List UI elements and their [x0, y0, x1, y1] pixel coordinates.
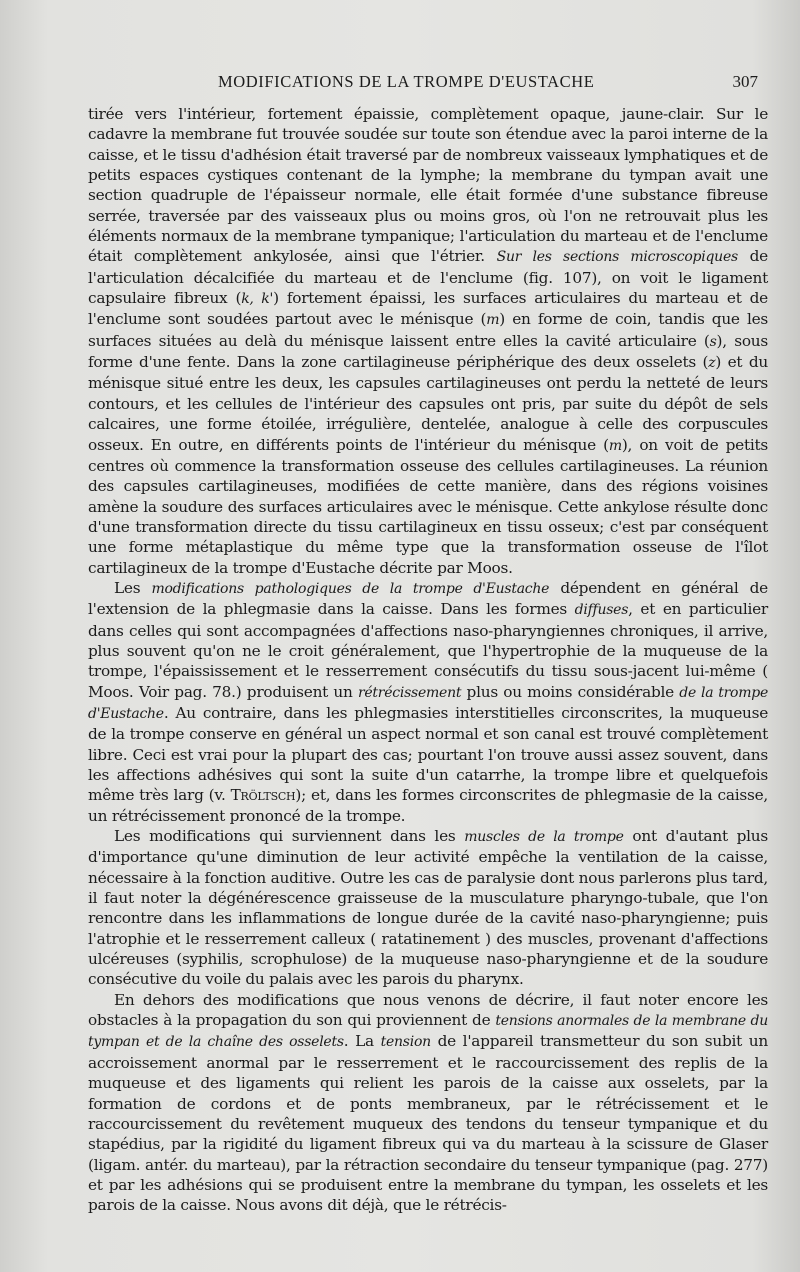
- text-run: ) et du ménisque situé entre les deux, les capsules cartilagineuses ont perdu la netteté de leurs contours, et les cellules de l'intérieur des capsules ont pris, par suite du dépôt de sels calcaires, une forme étoilée, irrégulière, dentelée, analogue à celle des corpuscules osseux. En outre, en différents points de l'intérieur du ménisque (: [88, 353, 768, 454]
- text-run: ), on voit de petits centres où commence la transformation osseuse des cellules cartilagineuses. La réunion des capsules cartilagineuses, modifiées de cette manière, dans des régions voisines amène la soudure des surfaces articulaires avec le ménisque. Cette ankylose résulte donc d'une transformation directe du tissu cartilagineux en tissu osseux; c'est par conséquent une forme métaplastique du même type que la transformation osseuse de l'îlot cartilagineux de la trompe d'Eustache décrite par Moos.: [88, 435, 768, 577]
- italic-run: rétrécissement: [357, 684, 462, 701]
- text-run: ), sous forme d'une fente. Dans la zone cartilagineuse périphérique des deux osselets (: [88, 331, 768, 372]
- italic-run: k, k': [241, 291, 274, 308]
- text-run: dépendent en général de l'extension de la phlegmasie dans la caisse. Dans les formes: [88, 578, 768, 619]
- italic-run: diffuses: [574, 602, 629, 619]
- italic-run: muscles de la trompe: [464, 829, 624, 846]
- body-text: [88, 104, 768, 1216]
- paragraph: [88, 826, 768, 990]
- text-run: , et en particulier dans celles qui sont accompagnées d'affections naso-pharyngiennes chroniques, il arrive, plus souvent qu'on ne le croit généralement, que l'hypertrophie de la muqueuse de la trompe, l'épaississement et le resserrement consécutifs du tissu sous-jacent lui-même ( Moos. Voir pag. 78.) produisent un: [88, 600, 768, 701]
- text-run: de l'articulation décalcifiée du marteau et de l'enclume (fig. 107), on voit le ligament capsulaire fibreux (: [88, 247, 768, 308]
- text-run: ) fortement épaissi, les surfaces articulaires du marteau et de l'enclume sont soudées partout avec le ménisque (: [88, 289, 768, 329]
- small-caps-run: Tröltsch: [230, 786, 296, 805]
- text-run: tirée vers l'intérieur, fortement épaissie, complètement opaque, jaune-clair. Sur le cadavre la membrane fut trouvée soudée sur toute son étendue avec la paroi interne de la caisse, et le tissu d'adhésion était traversé par de nombreux vaisseaux lymphatiques et de petits espaces cystiques contenant de la lymphe; la membrane du tympan avait une section quadruple de l'épaisseur normale, elle était formée d'une substance fibreuse serrée, traversée par des vaisseaux plus ou moins gros, où l'on ne retrouvait plus les éléments normaux de la membrane tympanique; l'articulation du marteau et de l'enclume était complètement ankylosée, ainsi que l'étrier.: [88, 105, 768, 266]
- text-run: Les modifications qui surviennent dans les: [114, 827, 465, 846]
- italic-run: m: [486, 312, 500, 329]
- paragraph: [88, 990, 768, 1216]
- italic-run: z: [708, 355, 716, 372]
- italic-run: m: [608, 437, 622, 454]
- page-number: 307: [732, 72, 758, 91]
- italic-run: modifications pathologiques de la trompe d'Eustache: [151, 580, 550, 597]
- page-header: [88, 72, 758, 94]
- italic-run: de la trompe d'Eustache: [88, 684, 768, 722]
- text-run: de l'appareil transmetteur du son subit un accroissement anormal par le resserrement et le raccourcissement des replis de la muqueuse et des ligaments qui relient les parois de la caisse aux osselets, par la formation de cordons et de ponts membraneux, par le rétrécissement et le raccourcissement du revêtement muqueux des tendons du tenseur tympanique et du stapédius, par la rigidité du ligament fibreux qui va du marteau à la scissure de Glaser (ligam. antér. du marteau), par la rétraction secondaire du tenseur tympanique (pag. 277) et par les adhésions qui se produisent entre la membrane du tympan, les osselets et les parois de la caisse. Nous avons dit déjà, que le rétrécis-: [88, 1032, 768, 1215]
- text-run: ); et, dans les formes circonscrites de phlegmasie de la caisse, un rétrécissement prononcé de la trompe.: [88, 786, 768, 825]
- paragraph: [88, 578, 768, 826]
- text-run: ) en forme de coin, tandis que les surfaces situées au delà du ménisque laissent entre elles la cavité articulaire (: [88, 310, 768, 350]
- text-run: . Au contraire, dans les phlegmasies interstitielles circonscrites, la muqueuse de la trompe conserve en général un aspect normal et son canal est trouvé complètement libre. Ceci est vrai pour la plupart des cas; pourtant l'on trouve aussi assez souvent, dans les affections adhésives qui sont la suite d'un catarrhe, la trompe libre et quelquefois même très larg (v.: [88, 703, 768, 805]
- paragraph: [88, 104, 768, 578]
- text-run: . La: [343, 1032, 381, 1051]
- text-run: plus ou moins considérable: [461, 682, 680, 701]
- italic-run: Sur les sections microscopiques: [496, 249, 738, 266]
- text-run: En dehors des modifications que nous venons de décrire, il faut noter encore les obstacles à la propagation du son qui proviennent de: [88, 990, 768, 1030]
- italic-run: tension: [380, 1034, 431, 1051]
- text-run: Les: [114, 578, 152, 597]
- running-title: MODIFICATIONS DE LA TROMPE D'EUSTACHE: [218, 72, 595, 91]
- italic-run: tensions anormales de la membrane du tympan et de la chaîne des osselets: [88, 1013, 768, 1051]
- italic-run: s: [709, 333, 717, 350]
- text-run: ont d'autant plus d'importance qu'une diminution de leur activité empêche la ventilation de la caisse, nécessaire à la fonction auditive. Outre les cas de paralysie dont nous parlerons plus tard, il faut noter la dégénérescence graisseuse de la musculature pharyngo-tubale, que l'on rencontre dans les inflammations de longue durée de la cavité naso-pharyngienne; puis l'atrophie et le resserrement calleux ( ratatinement ) des muscles, provenant d'affections ulcéreuses (syphilis, scrophulose) de la muqueuse naso-pharyngienne et de la soudure consécutive du voile du palais avec les parois du pharynx.: [88, 827, 768, 989]
